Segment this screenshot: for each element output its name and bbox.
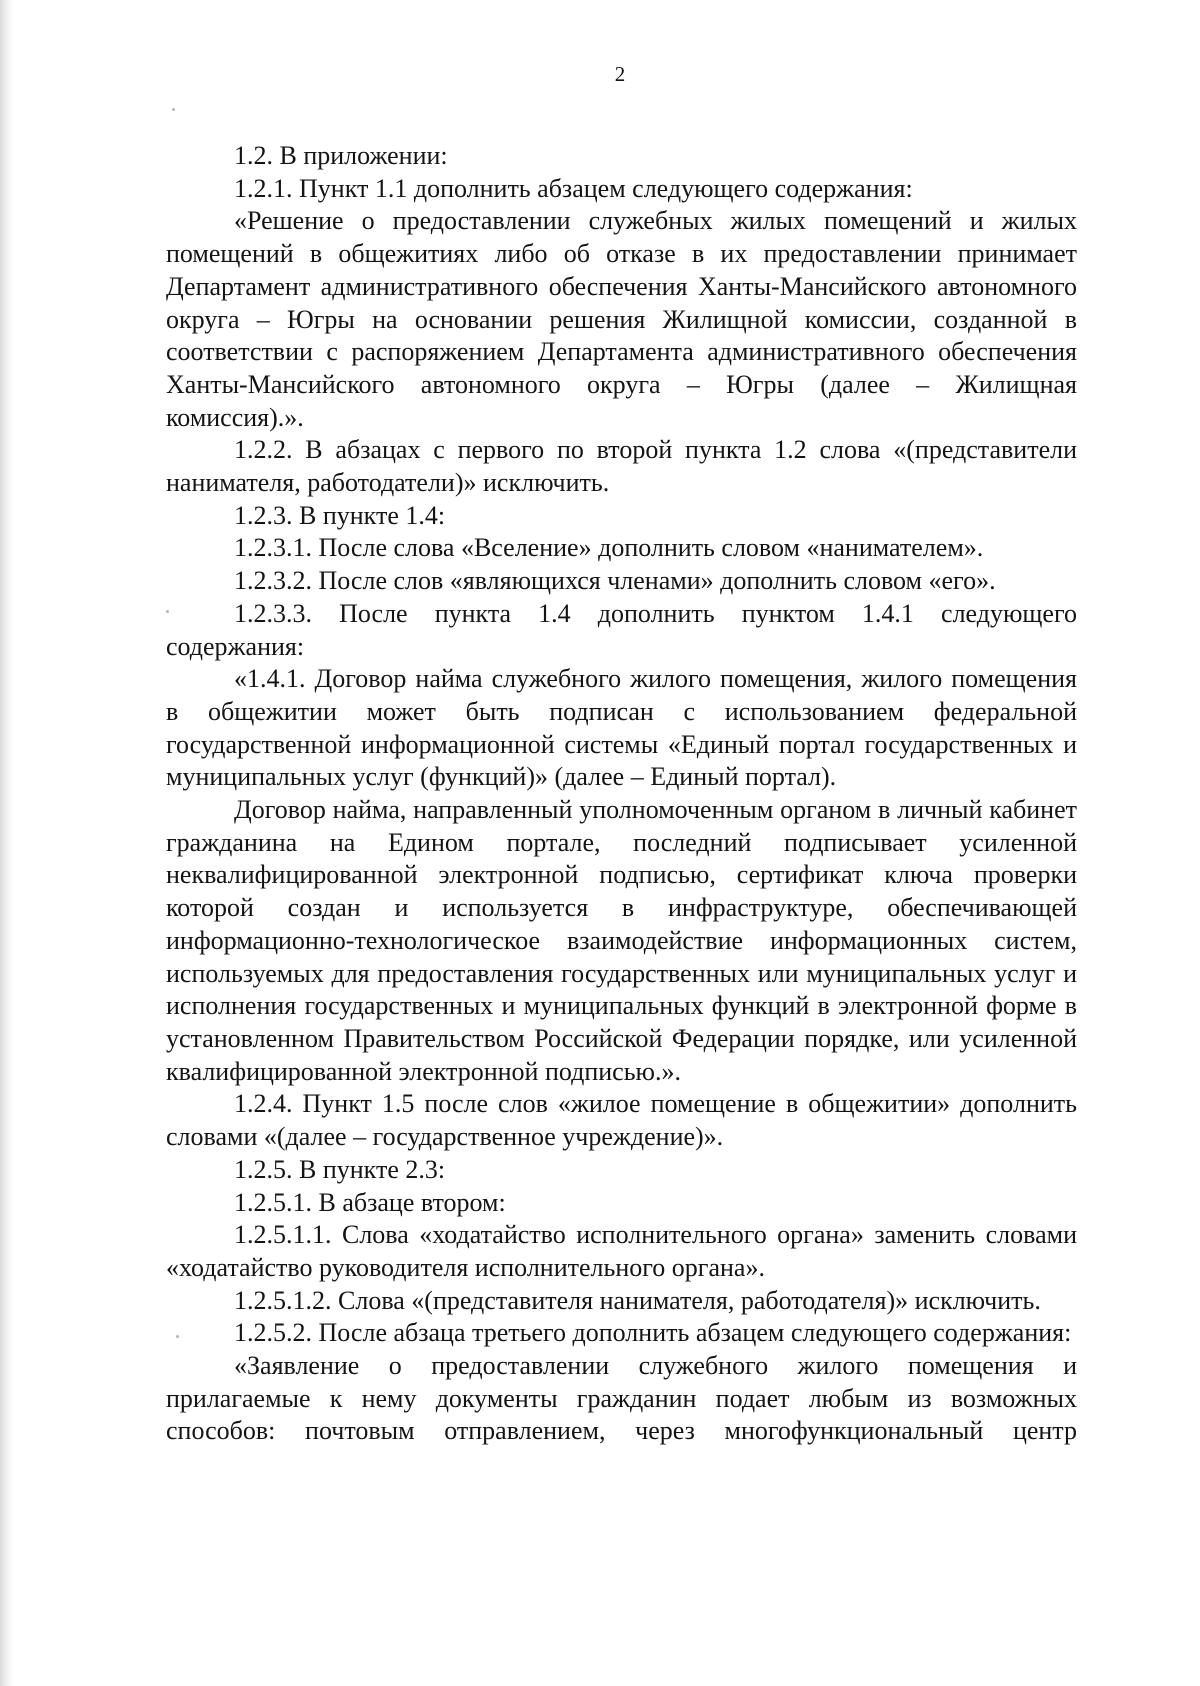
scan-speck: [172, 108, 175, 111]
paragraph-1-2-5-1: 1.2.5.1. В абзаце втором:: [234, 1187, 506, 1217]
paragraph-1-2-1: 1.2.1. Пункт 1.1 дополнить абзацем следующего содержания:: [234, 173, 913, 203]
paragraph-1-2-5-2: 1.2.5.2. После абзаца третьего дополнить абзацем следующего содержания:: [234, 1318, 1072, 1348]
page-number: 2: [614, 62, 626, 86]
paragraph-1-2-4: 1.2.4. Пункт 1.5 после слов «жилое помещение в общежитии» дополнить словами «(далее – государственное учреждение)».: [166, 1089, 1077, 1152]
paragraph-1-2-5-1-2: 1.2.5.1.2. Слова «(представителя нанимателя, работодателя)» исключить.: [234, 1285, 1041, 1315]
paragraph-1-2-5-1-1: 1.2.5.1.1. Слова «ходатайство исполнительного органа» заменить словами «ходатайство руководителя исполнительного органа».: [166, 1220, 1077, 1282]
scan-edge: [0, 0, 14, 1686]
paragraph-1-2-3: 1.2.3. В пункте 1.4:: [234, 500, 446, 530]
paragraph-1-2: 1.2. В приложении:: [234, 141, 448, 170]
paragraph-zayavlenie: «Заявление о предоставлении служебного жилого помещения и прилагаемые к нему документы гражданин подает любым из возможных способов: почтовым отправлением, через многофункциональный центр: [166, 1351, 1077, 1446]
paragraph-dogovor: Договор найма, направленный уполномоченным органом в личный кабинет гражданина на Едином портале, последний подписывает усиленной неквалифицированной электронной подписью, сертификат ключа проверки которой создан и используется в инфраструктуре, обеспечивающей информационно-технологическое взаимодействие информационных систем, используемых для предоставления государственных или муниципальных услуг и исполнения государственных и муниципальных функций в электронной форме в установленном Правительством Российской Федерации порядке, или усиленной квалифицированной электронной подписью.».: [166, 795, 1077, 1086]
paragraph-1-2-3-2: 1.2.3.2. После слов «являющихся членами» дополнить словом «его».: [234, 566, 996, 596]
paragraph-1-2-2: 1.2.2. В абзацах с первого по второй пункта 1.2 слова «(представители нанимателя, работодатели)» исключить.: [166, 435, 1077, 498]
paragraph-1-4-1-quote: «1.4.1. Договор найма служебного жилого помещения, жилого помещения в общежитии может быть подписан с использованием федеральной государственной информационной системы «Единый портал государственных и муниципальных услуг (функций)» (далее – Единый портал).: [166, 664, 1077, 792]
document-body: [166, 140, 1077, 1448]
paragraph-1-2-5: 1.2.5. В пункте 2.3:: [234, 1154, 446, 1184]
paragraph-1-2-1-quote: «Решение о предоставлении служебных жилых помещений и жилых помещений в общежитиях либо об отказе в их предоставлении принимает Департамент административного обеспечения Ханты-Мансийского автономного округа – Югры на основании решения Жилищной комиссии, созданной в соответствии с распоряжением Департамента административного обеспечения Ханты-Мансийского автономного округа – Югры (далее – Жилищная комиссия).».: [166, 206, 1077, 432]
paragraph-1-2-3-3: 1.2.3.3. После пункта 1.4 дополнить пунктом 1.4.1 следующего содержания:: [166, 598, 1077, 661]
paragraph-1-2-3-1: 1.2.3.1. После слова «Вселение» дополнить словом «нанимателем».: [234, 533, 984, 563]
